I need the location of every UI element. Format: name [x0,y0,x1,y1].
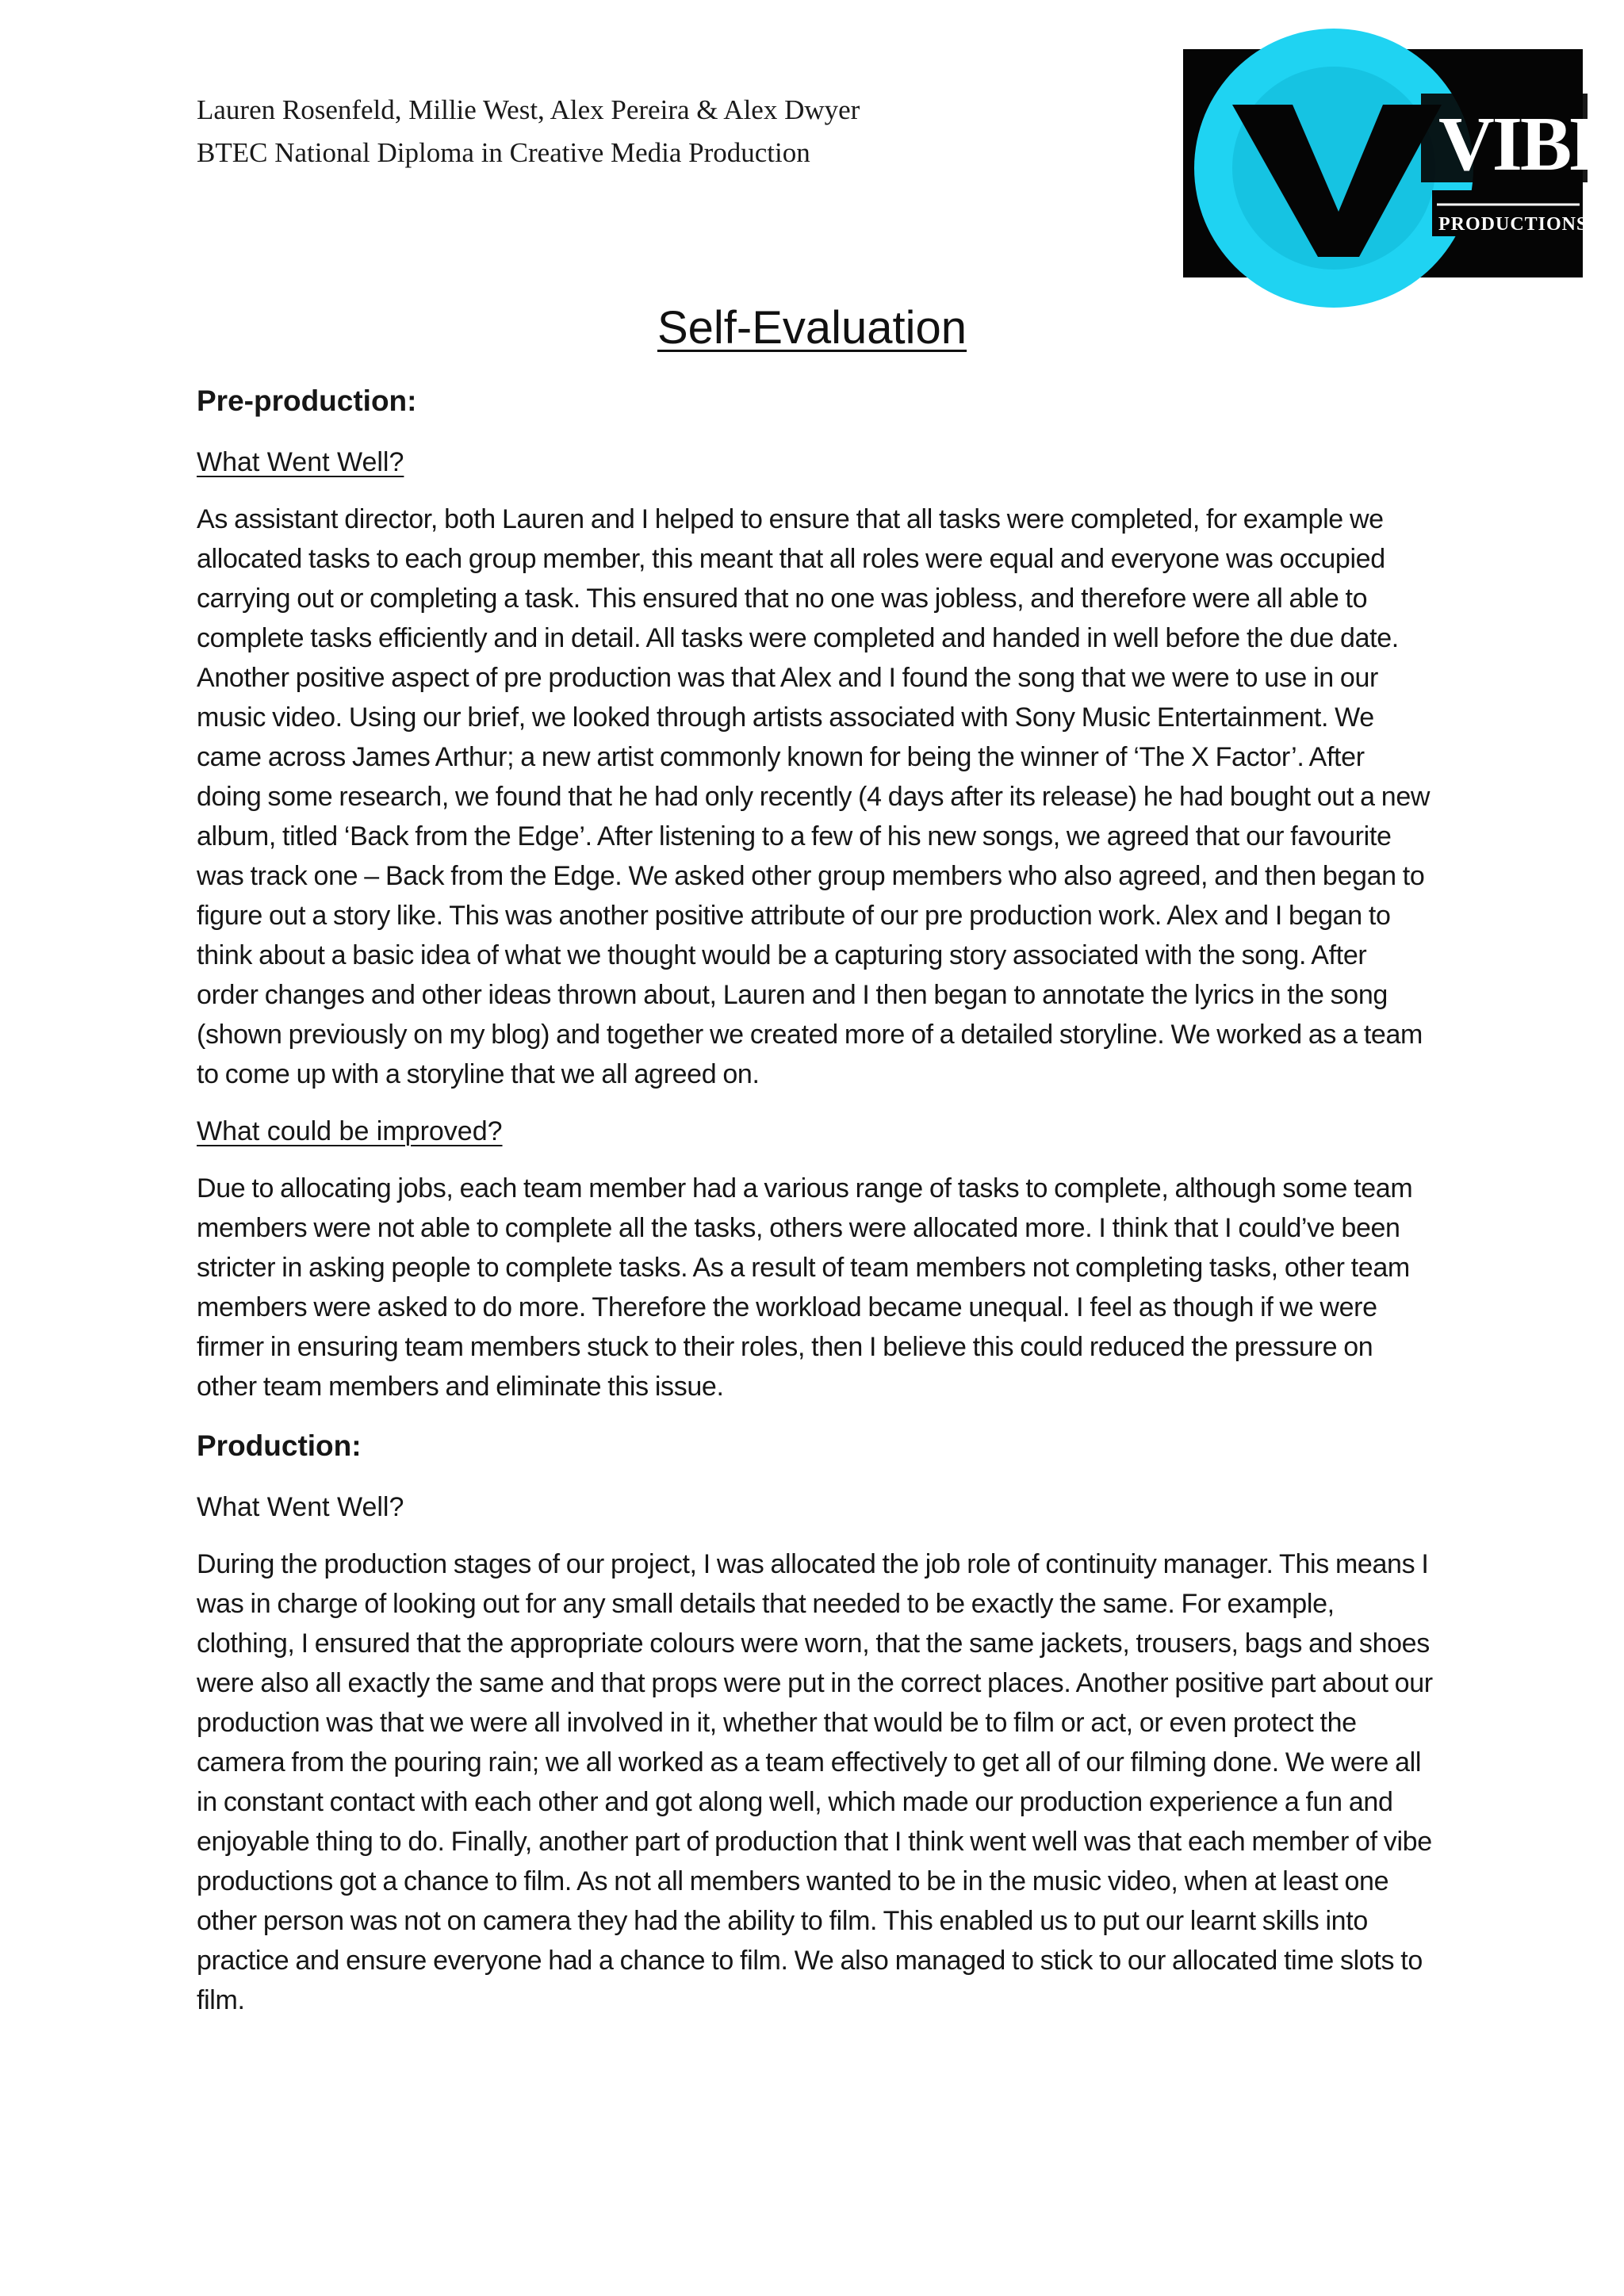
authors-line: Lauren Rosenfeld, Millie West, Alex Pereira & Alex Dwyer [197,94,860,125]
document-body [197,379,1434,2038]
page-title: Self-Evaluation [657,302,967,354]
course-line: BTEC National Diploma in Creative Media Production [197,137,810,168]
pre-production-improve-paragraph: Due to allocating jobs, each team member had a various range of tasks to complete, although some team members were not able to complete all the tasks, others were allocated more. I think that I could’ve been stricter in asking people to complete tasks. As a result of team members not completing tasks, other team members were asked to do more. Therefore the workload became unequal. I feel as though if we were firmer in ensuring team members stuck to their roles, then I believe this could reduced the pressure on other team members and eliminate this issue. [197,1173,1413,1402]
pre-production-heading: Pre-production: [197,385,417,417]
production-went-well-heading: What Went Well? [197,1492,404,1522]
production-went-well-paragraph: During the production stages of our project, I was allocated the job role of continuity manager. This means I was in charge of looking out for any small details that needed to be exactly the same. For example, clothing, I ensured that the appropriate colours were worn, that the same jackets, trousers, bags and shoes were also all exactly the same and that props were put in the correct places. Another positive part about our production was that we were all involved in it, whether that would be to film or act, or even protect the camera from the pouring rain; we all worked as a team effectively to get all of our filming done. We were all in constant contact with each other and got along well, which made our production experience a fun and enjoyable thing to do. Finally, another part of production that I think went well was that each member of vibe productions got a chance to film. As not all members wanted to be in the music video, when at least one other person was not on camera they had the ability to film. This enabled us to put our learnt skills into practice and ensure everyone had a chance to film. We also managed to stick to our allocated time slots to film. [197,1549,1433,2015]
pre-production-improve-heading: What could be improved? [197,1116,503,1146]
pre-production-went-well-paragraph: As assistant director, both Lauren and I helped to ensure that all tasks were completed, for example we allocated tasks to each group member, this meant that all roles were equal and everyone was occupied carrying out or completing a task. This ensured that no one was jobless, and therefore were all able to complete tasks efficiently and in detail. All tasks were completed and handed in well before the due date. Another positive aspect of pre production was that Alex and I found the song that we were to use in our music video. Using our brief, we looked through artists associated with Sony Music Entertainment. We came across James Arthur; a new artist commonly known for being the winner of ‘The X Factor’. After doing some research, we found that he had only recently (4 days after its release) he had bought out a new album, titled ‘Back from the Edge’. After listening to a few of his new songs, we agreed that our favourite was track one – Back from the Edge. We asked other group members who also agreed, and then began to figure out a story like. This was another positive attribute of our pre production work. Alex and I began to think about a basic idea of what we thought would be a capturing story associated with the song. After order changes and other ideas thrown about, Lauren and I then began to annotate the lyrics in the song (shown previously on my blog) and together we created more of a detailed storyline. We worked as a team to come up with a storyline that we all agreed on. [197,504,1431,1089]
vibe-productions-logo [1183,49,1619,277]
svg-text:PRODUCTIONS: PRODUCTIONS [1438,214,1588,235]
document-header [197,89,860,174]
pre-production-went-well-heading: What Went Well? [197,447,404,477]
svg-text:VIBE: VIBE [1438,101,1619,187]
logo-graphic [1183,49,1619,277]
production-heading: Production: [197,1429,362,1462]
